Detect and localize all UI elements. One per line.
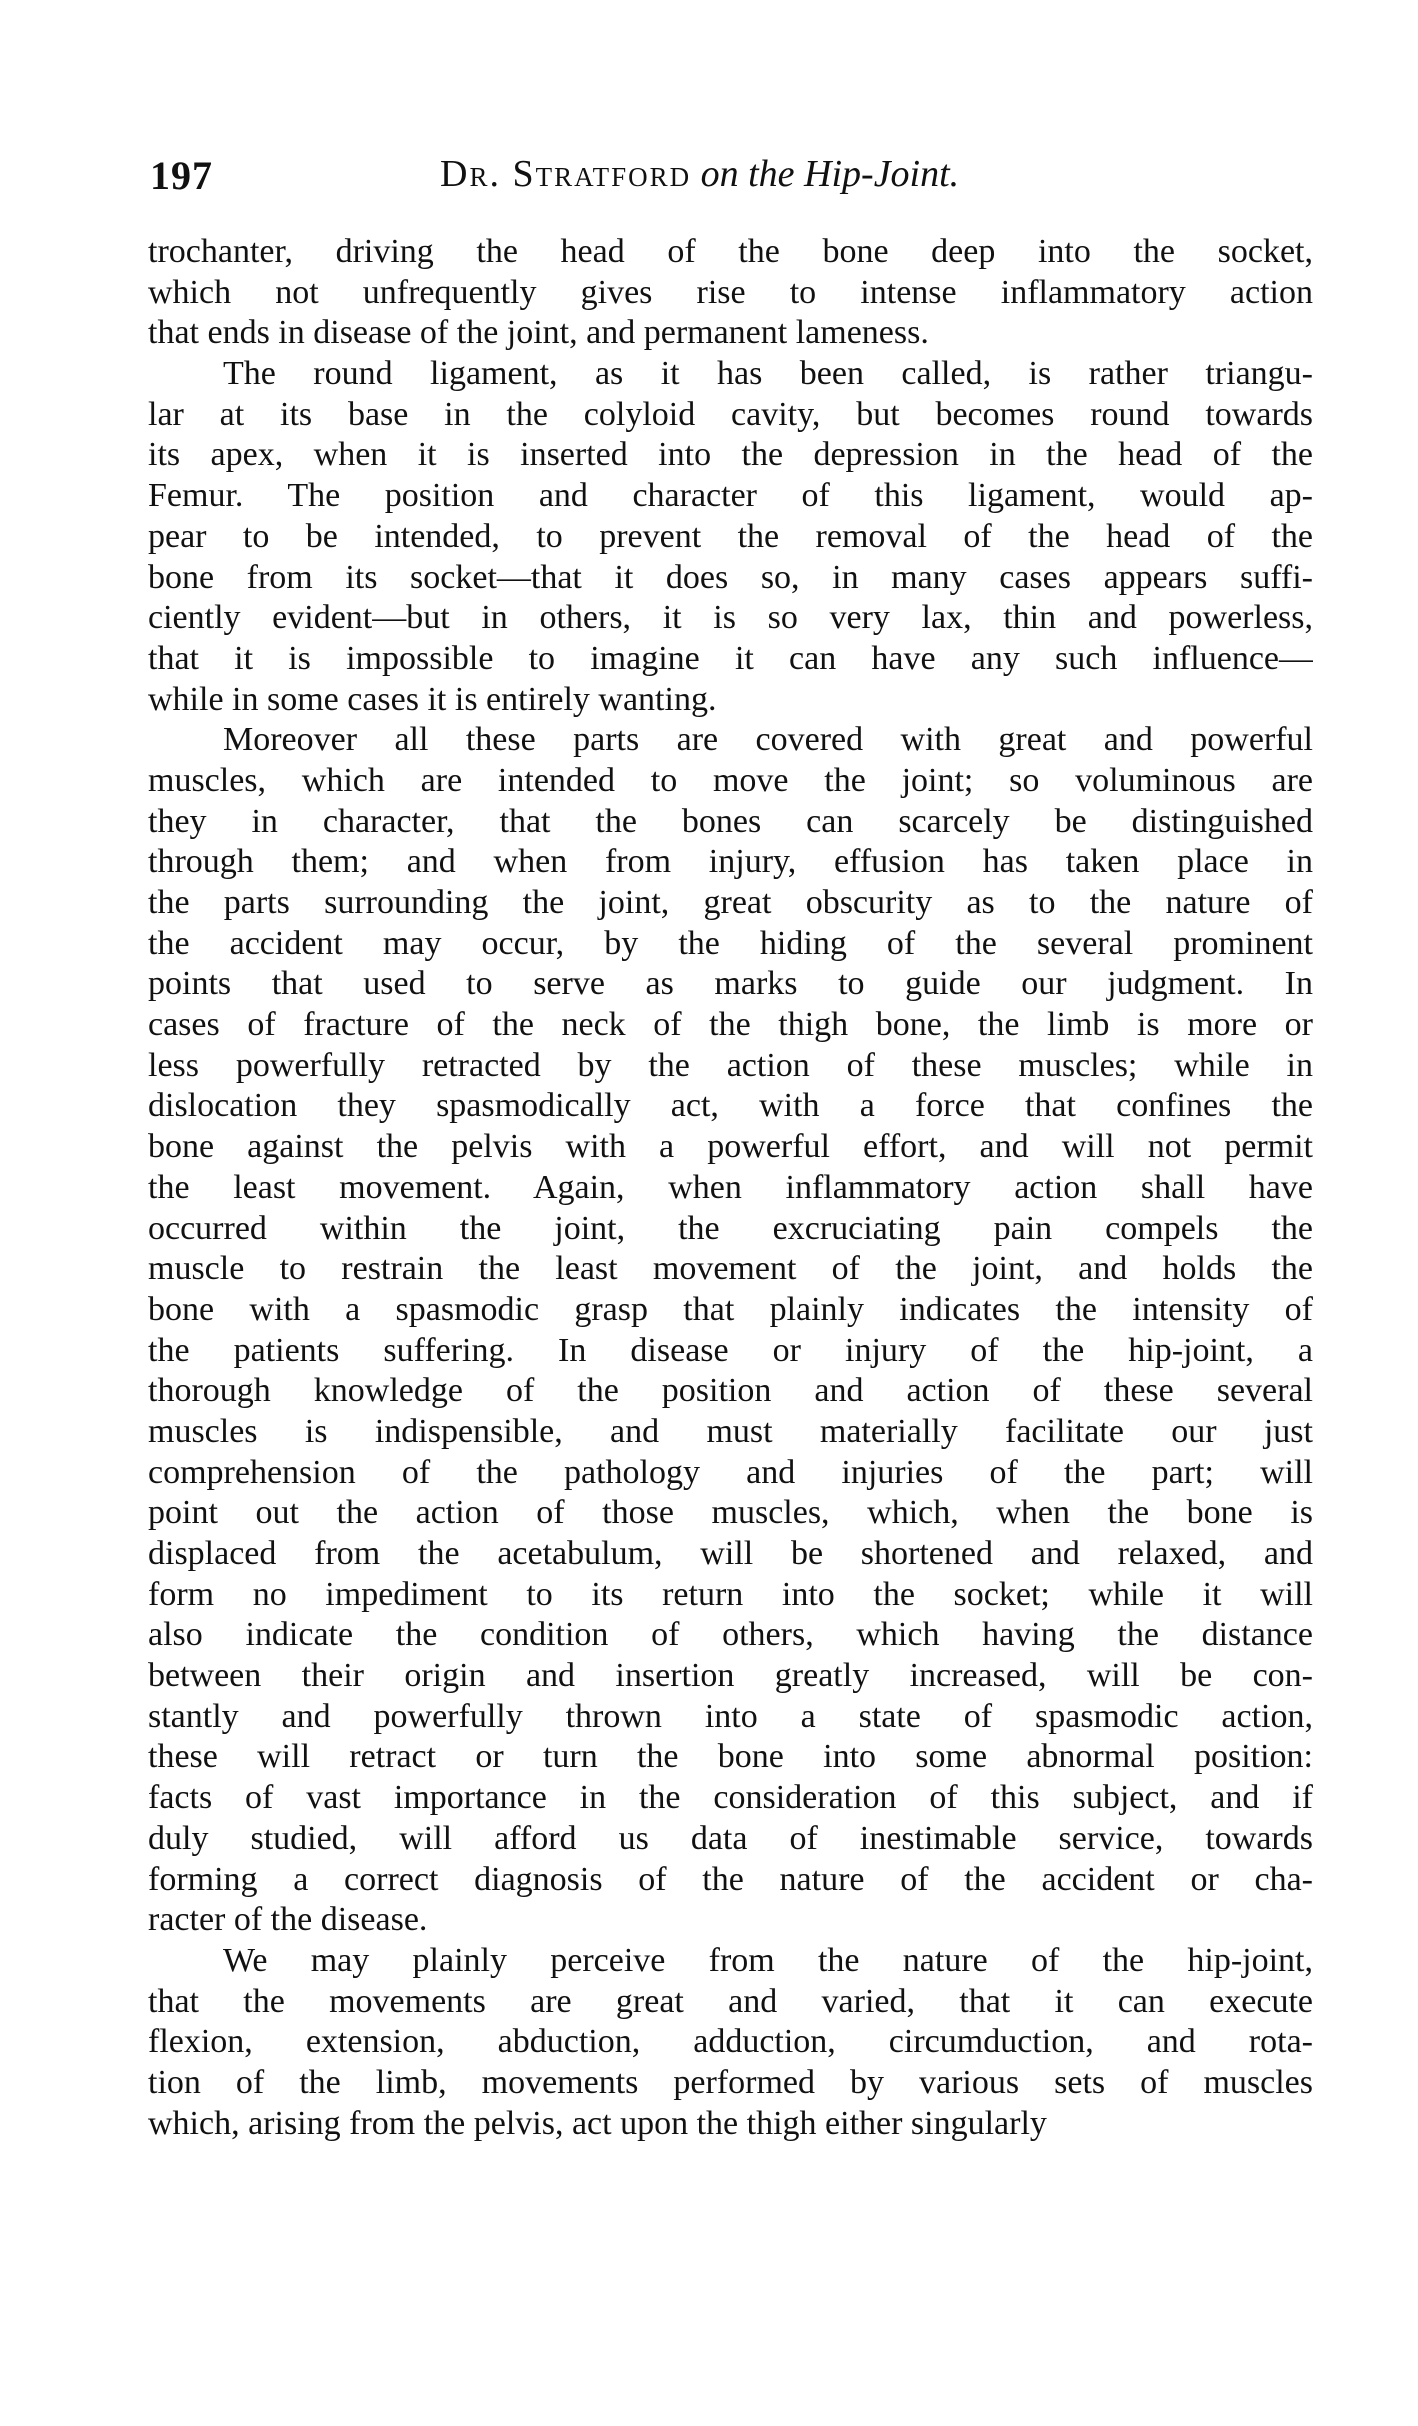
text-line: these will retract or turn the bone into some abnormal position: [148, 1738, 1313, 1776]
body-text [148, 232, 1313, 2144]
text-line: racter of the disease. [148, 1901, 428, 1939]
text-line: muscles, which are intended to move the joint; so voluminous are [148, 761, 1313, 799]
text-line: that ends in disease of the joint, and permanent lameness. [148, 314, 929, 352]
running-title-subject: on the Hip-Joint. [691, 153, 960, 195]
text-line: the parts surrounding the joint, great obscurity as to the nature of [148, 884, 1313, 921]
text-line: facts of vast importance in the consideration of this subject, and if [148, 1779, 1313, 1817]
running-title [440, 152, 959, 196]
paragraph [148, 1941, 1313, 2144]
running-title-author: Stratford [512, 153, 692, 195]
page-number: 197 [150, 153, 213, 198]
text-line: muscle to restrain the least movement of the joint, and holds the [148, 1250, 1313, 1288]
text-line: which not unfrequently gives rise to intense inflammatory action [148, 273, 1313, 311]
text-line: displaced from the acetabulum, will be shortened and relaxed, and [148, 1535, 1313, 1572]
text-line: bone against the pelvis with a powerful effort, and will not permit [148, 1128, 1313, 1166]
text-line: comprehension of the pathology and injuries of the part; will [148, 1453, 1313, 1491]
text-line: We may plainly perceive from the nature of the hip-joint, [223, 1941, 1313, 1979]
paragraph [148, 720, 1313, 1941]
text-line: between their origin and insertion greatly increased, will be con- [148, 1657, 1313, 1695]
text-line: bone from its socket—that it does so, in many cases appears suffi- [148, 558, 1313, 596]
text-line: flexion, extension, abduction, adduction, circumduction, and rota- [148, 2023, 1313, 2061]
text-line: the least movement. Again, when inflammatory action shall have [148, 1168, 1313, 1206]
text-line: lar at its base in the colyloid cavity, but becomes round towards [148, 395, 1313, 433]
text-line: less powerfully retracted by the action of these muscles; while in [148, 1046, 1313, 1084]
text-line: which, arising from the pelvis, act upon the thigh either singularly [148, 2104, 1047, 2142]
text-line: pear to be intended, to prevent the removal of the head of the [148, 517, 1313, 555]
text-line: its apex, when it is inserted into the depression in the head of the [148, 436, 1313, 474]
text-line: thorough knowledge of the position and action of these several [148, 1372, 1313, 1410]
text-line: through them; and when from injury, effusion has taken place in [148, 843, 1313, 881]
text-line: while in some cases it is entirely wanting. [148, 680, 717, 718]
text-line: muscles is indispensible, and must materially facilitate our just [148, 1412, 1313, 1450]
text-line: ciently evident—but in others, it is so very lax, thin and powerless, [148, 599, 1313, 637]
text-line: bone with a spasmodic grasp that plainly indicates the intensity of [148, 1290, 1313, 1328]
running-title-author-prefix: Dr. [440, 153, 513, 195]
text-line: the accident may occur, by the hiding of the several prominent [148, 924, 1313, 962]
text-line: Femur. The position and character of this ligament, would ap- [148, 477, 1313, 515]
text-line: point out the action of those muscles, which, when the bone is [148, 1494, 1313, 1532]
text-line: dislocation they spasmodically act, with a force that confines the [148, 1087, 1313, 1125]
text-line: they in character, that the bones can scarcely be distinguished [148, 802, 1313, 840]
text-line: duly studied, will afford us data of inestimable service, towards [148, 1819, 1313, 1857]
text-line: that it is impossible to imagine it can have any such influence— [148, 639, 1313, 677]
text-line: points that used to serve as marks to guide our judgment. In [148, 965, 1313, 1003]
text-line: form no impediment to its return into the socket; while it will [148, 1575, 1313, 1613]
paragraph [148, 232, 1313, 354]
running-head [150, 152, 1300, 202]
text-line: the patients suffering. In disease or injury of the hip-joint, a [148, 1331, 1313, 1369]
text-line: stantly and powerfully thrown into a state of spasmodic action, [148, 1697, 1313, 1735]
text-line: occurred within the joint, the excruciating pain compels the [148, 1209, 1313, 1247]
text-line: trochanter, driving the head of the bone deep into the socket, [148, 233, 1313, 270]
text-line: tion of the limb, movements performed by various sets of muscles [148, 2063, 1313, 2101]
text-line: that the movements are great and varied, that it can execute [148, 1982, 1313, 2020]
text-line: also indicate the condition of others, which having the distance [148, 1616, 1313, 1654]
paragraph [148, 354, 1313, 720]
text-line: The round ligament, as it has been called, is rather triangu- [223, 355, 1313, 393]
text-line: forming a correct diagnosis of the nature of the accident or cha- [148, 1860, 1313, 1898]
text-line: Moreover all these parts are covered with great and powerful [223, 721, 1313, 759]
text-line: cases of fracture of the neck of the thigh bone, the limb is more or [148, 1006, 1313, 1044]
